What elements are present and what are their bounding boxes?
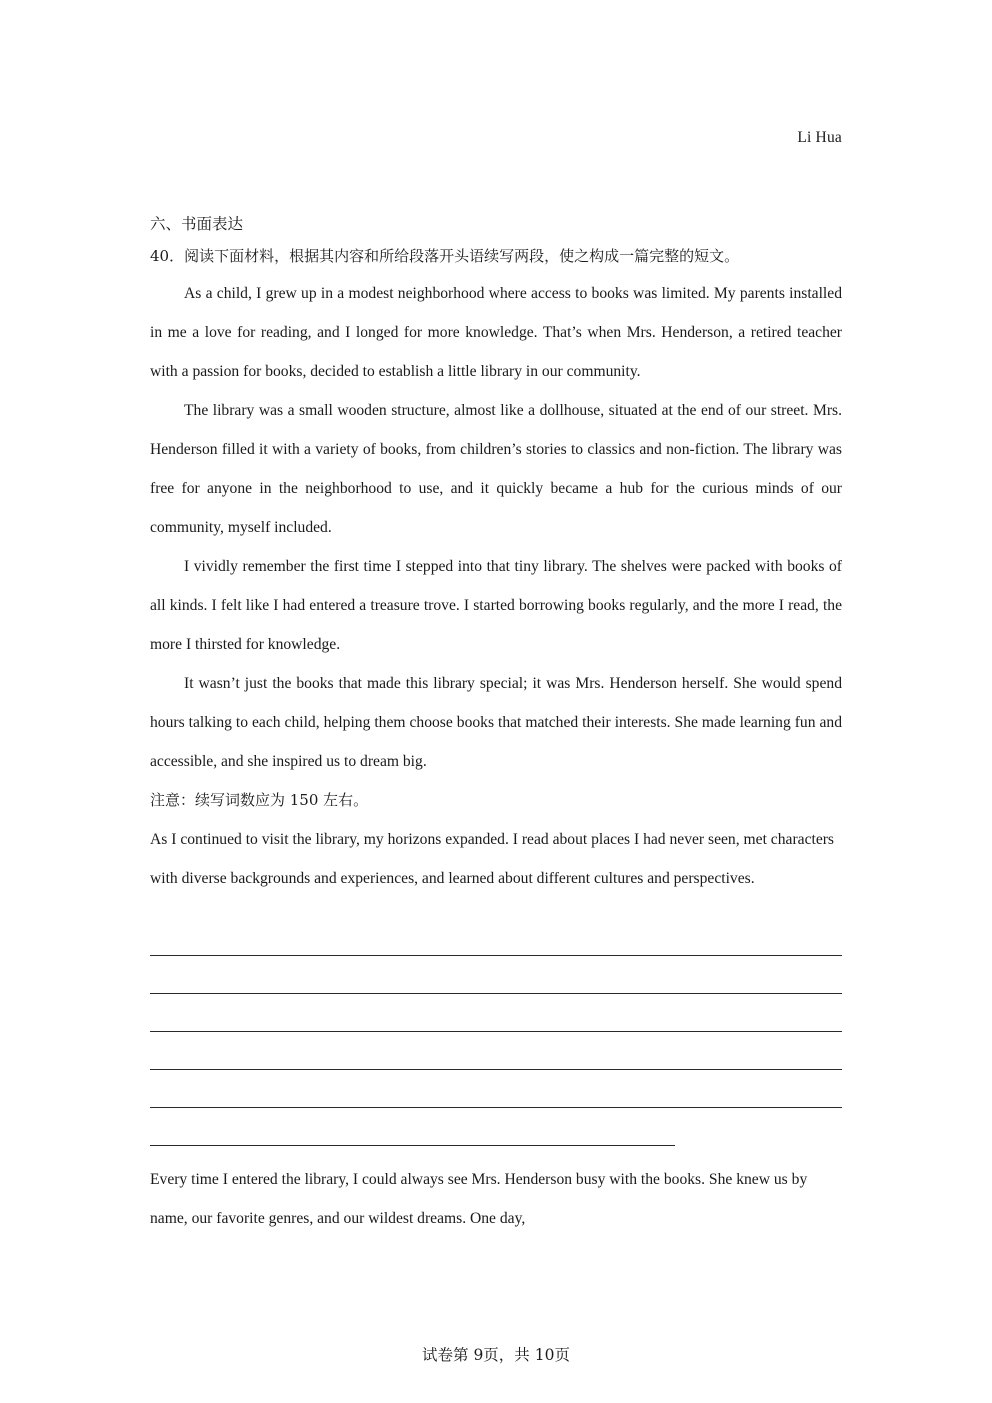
passage-paragraph-3: I vividly remember the first time I stepped into that tiny library. The shelves were packed with books of all kinds. I felt like I had entered a treasure trove. I started borrowing books regularly, and the more I read, the more I thirsted for knowledge. (150, 558, 842, 653)
answer-line[interactable] (150, 1032, 842, 1070)
continuation-opening-2: Every time I entered the library, I could always see Mrs. Henderson busy with the books. She knew us by name, our favorite genres, and our wildest dreams. One day, (150, 1171, 808, 1227)
passage-paragraph-1: As a child, I grew up in a modest neighborhood where access to books was limited. My parents installed in me a love for reading, and I longed for more knowledge. That’s when Mrs. Henderson, a retired teacher with a passion for books, decided to establish a little library in our community. (150, 285, 842, 380)
page-footer: 试卷第 9页，共 10页 (422, 1346, 570, 1364)
answer-lines-1 (150, 918, 842, 1146)
continuation-opening-1: As I continued to visit the library, my horizons expanded. I read about places I had never seen, met characters with diverse backgrounds and experiences, and learned about different cultures and perspectives. (150, 831, 835, 887)
answer-line[interactable] (150, 994, 842, 1032)
author-signature: Li Hua (797, 129, 842, 146)
word-count-note: 注意：续写词数应为 150 左右。 (150, 791, 369, 809)
passage-paragraph-2: The library was a small wooden structure, almost like a dollhouse, situated at the end of our street. Mrs. Henderson filled it with a variety of books, from children’s stories to classics and non-fiction. The library was free for anyone in the neighborhood to use, and it quickly became a hub for the curious minds of our community, myself included. (150, 402, 842, 536)
document-body (150, 212, 842, 1238)
passage-paragraph-4: It wasn’t just the books that made this library special; it was Mrs. Henderson herself. She would spend hours talking to each child, helping them choose books that matched their interests. She made learning fun and accessible, and she inspired us to dream big. (150, 675, 842, 770)
answer-line[interactable] (150, 1108, 675, 1146)
answer-line[interactable] (150, 1070, 842, 1108)
answer-line[interactable] (150, 918, 842, 956)
question-prompt: 40．阅读下面材料，根据其内容和所给段落开头语续写两段，使之构成一篇完整的短文。 (150, 247, 740, 265)
answer-line[interactable] (150, 956, 842, 994)
section-title: 六、书面表达 (150, 215, 244, 233)
